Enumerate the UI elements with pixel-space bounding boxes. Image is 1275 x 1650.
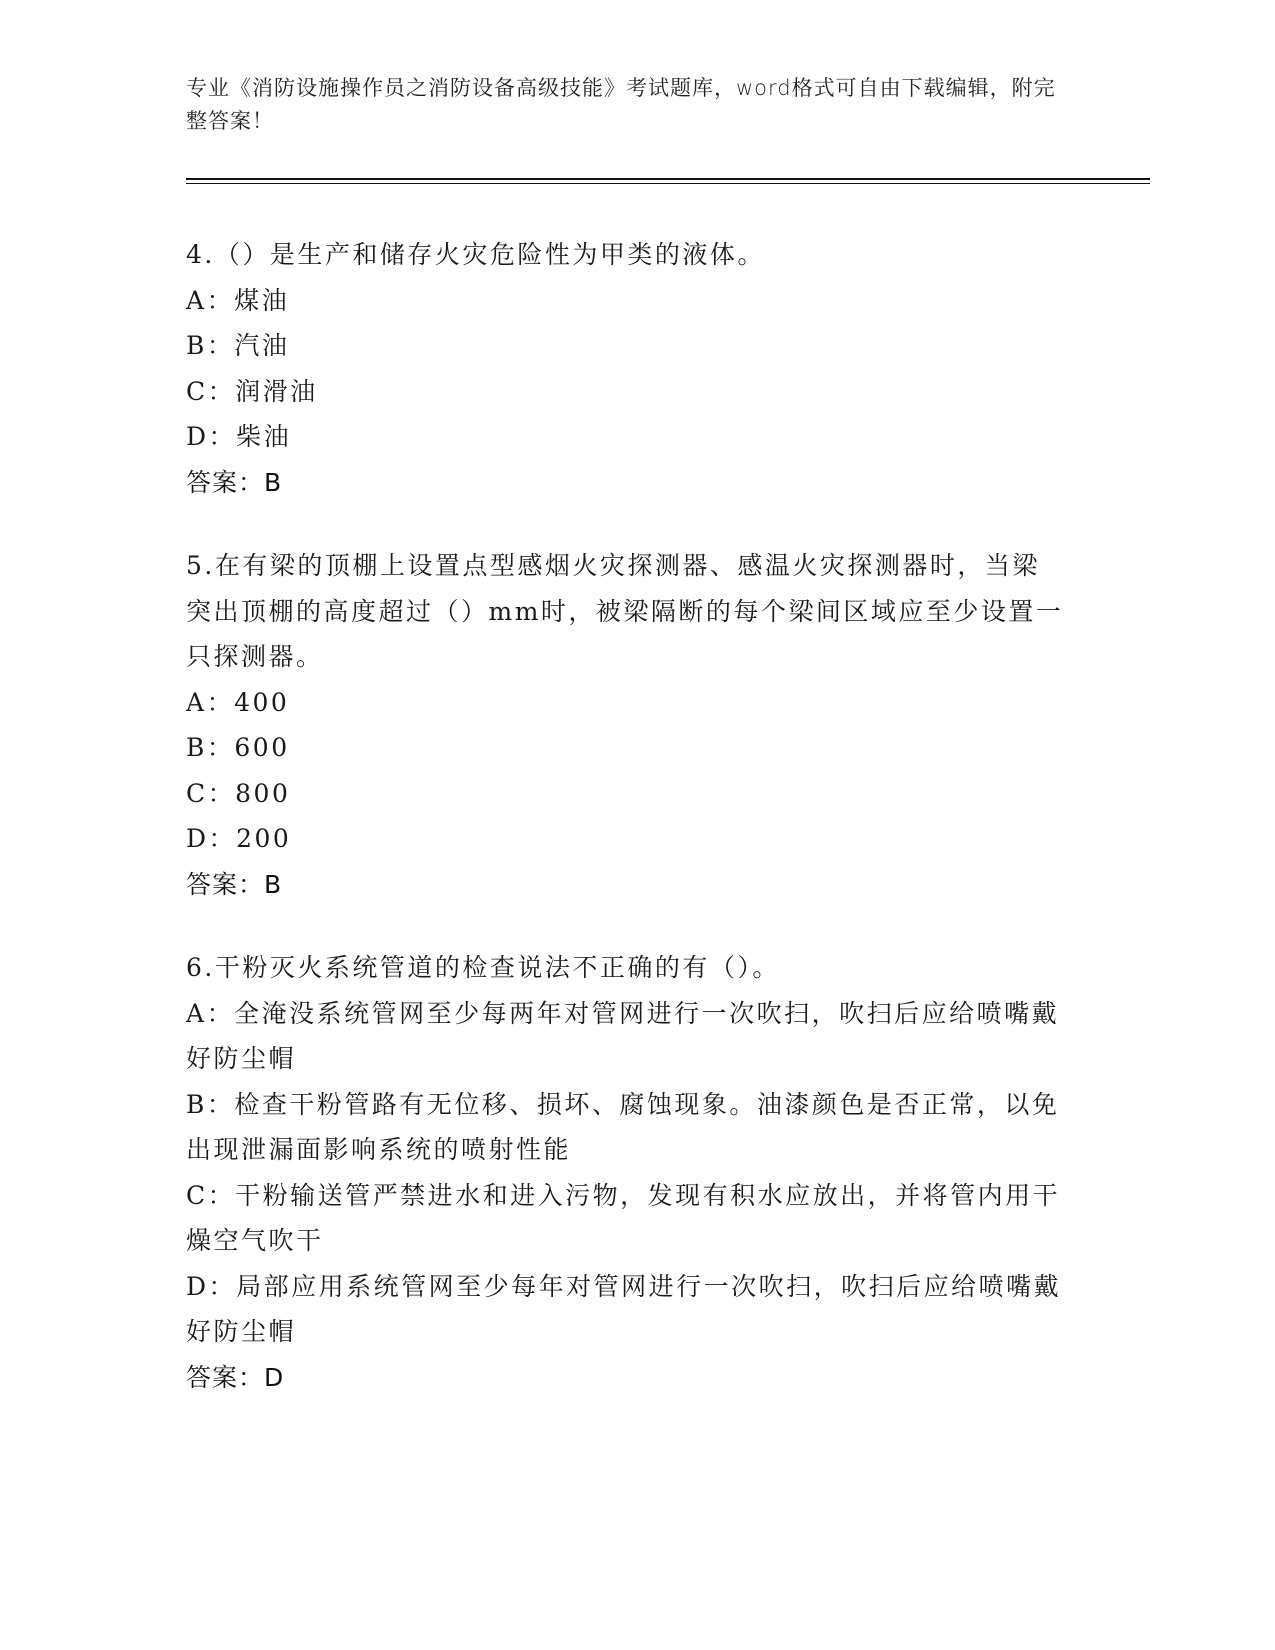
- option-text: 800: [235, 778, 291, 808]
- option-separator: ：: [207, 778, 236, 808]
- option-b: [186, 323, 1066, 369]
- option-b: [186, 1082, 1066, 1173]
- option-text: 200: [236, 824, 292, 853]
- option-text: 汽油: [234, 331, 290, 360]
- option-separator: ：: [206, 687, 235, 717]
- option-a: [186, 991, 1066, 1082]
- option-key: A: [186, 687, 207, 717]
- question-6: [186, 945, 1066, 1400]
- option-d: [186, 1264, 1066, 1355]
- option-separator: ：: [208, 824, 237, 853]
- option-separator: ：: [206, 331, 235, 360]
- option-separator: ：: [208, 422, 237, 451]
- option-separator: ：: [206, 1089, 235, 1119]
- question-5: [186, 543, 1066, 907]
- option-key: D: [186, 1271, 209, 1301]
- question-stem: 6.干粉灭火系统管道的检查说法不正确的有（）。: [186, 953, 780, 982]
- option-key: B: [186, 1089, 207, 1119]
- option-d: [186, 414, 1066, 460]
- document-intro: 专业《消防设施操作员之消防设备高级技能》考试题库，word格式可自由下载编辑，附完整答案！: [186, 76, 1056, 133]
- option-c: [186, 1173, 1066, 1264]
- option-text: 煤油: [234, 285, 290, 315]
- question-stem: 4.（）是生产和储存火灾危险性为甲类的液体。: [186, 240, 765, 269]
- option-separator: ：: [206, 285, 235, 315]
- option-a: [186, 278, 1066, 324]
- answer-value: B: [264, 467, 283, 497]
- answer-line: [186, 460, 1066, 506]
- answer-label: 答案：: [186, 1362, 265, 1392]
- header-rule-thin: [186, 183, 1150, 184]
- answer-value: B: [264, 869, 283, 899]
- option-separator: ：: [207, 376, 236, 406]
- option-separator: ：: [206, 733, 235, 762]
- answer-line: [186, 1355, 1066, 1401]
- answer-line: [186, 862, 1066, 908]
- option-c: [186, 369, 1066, 415]
- option-text: 润滑油: [235, 376, 318, 406]
- option-key: B: [186, 331, 207, 360]
- option-a: [186, 680, 1066, 726]
- option-separator: ：: [208, 1271, 237, 1301]
- answer-label: 答案：: [186, 869, 265, 899]
- option-text: 干粉输送管严禁进水和进入污物，发现有积水应放出，并将管内用干燥空气吹干: [186, 1180, 1061, 1255]
- option-text: 局部应用系统管网至少每年对管网进行一次吹扫，吹扫后应给喷嘴戴好防尘帽: [186, 1271, 1062, 1346]
- option-text: 400: [234, 687, 290, 717]
- option-key: B: [186, 733, 207, 762]
- option-key: A: [186, 998, 207, 1028]
- option-key: C: [186, 778, 208, 808]
- option-key: C: [186, 1180, 208, 1210]
- answer-label: 答案：: [186, 467, 265, 497]
- option-c: [186, 771, 1066, 817]
- option-key: C: [186, 376, 208, 406]
- option-text: 检查干粉管路有无位移、损坏、腐蚀现象。油漆颜色是否正常，以免出现泄漏面影响系统的喷射性能: [186, 1089, 1060, 1164]
- option-key: D: [186, 824, 209, 853]
- option-d: [186, 816, 1066, 862]
- question-4: [186, 232, 1066, 505]
- option-key: D: [186, 422, 209, 451]
- answer-value: D: [264, 1362, 285, 1392]
- question-stem: 5.在有梁的顶棚上设置点型感烟火灾探测器、感温火灾探测器时，当梁突出顶棚的高度超过（）mm时，被梁隔断的每个梁间区域应至少设置一只探测器。: [186, 551, 1064, 671]
- option-separator: ：: [206, 998, 235, 1028]
- question-list: [186, 232, 1066, 1438]
- option-key: A: [186, 285, 207, 315]
- option-text: 柴油: [236, 422, 292, 451]
- option-text: 600: [234, 733, 290, 762]
- header-rule-thick: [186, 178, 1150, 180]
- option-text: 全淹没系统管网至少每两年对管网进行一次吹扫，吹扫后应给喷嘴戴好防尘帽: [186, 998, 1060, 1073]
- option-separator: ：: [207, 1180, 236, 1210]
- option-b: [186, 725, 1066, 771]
